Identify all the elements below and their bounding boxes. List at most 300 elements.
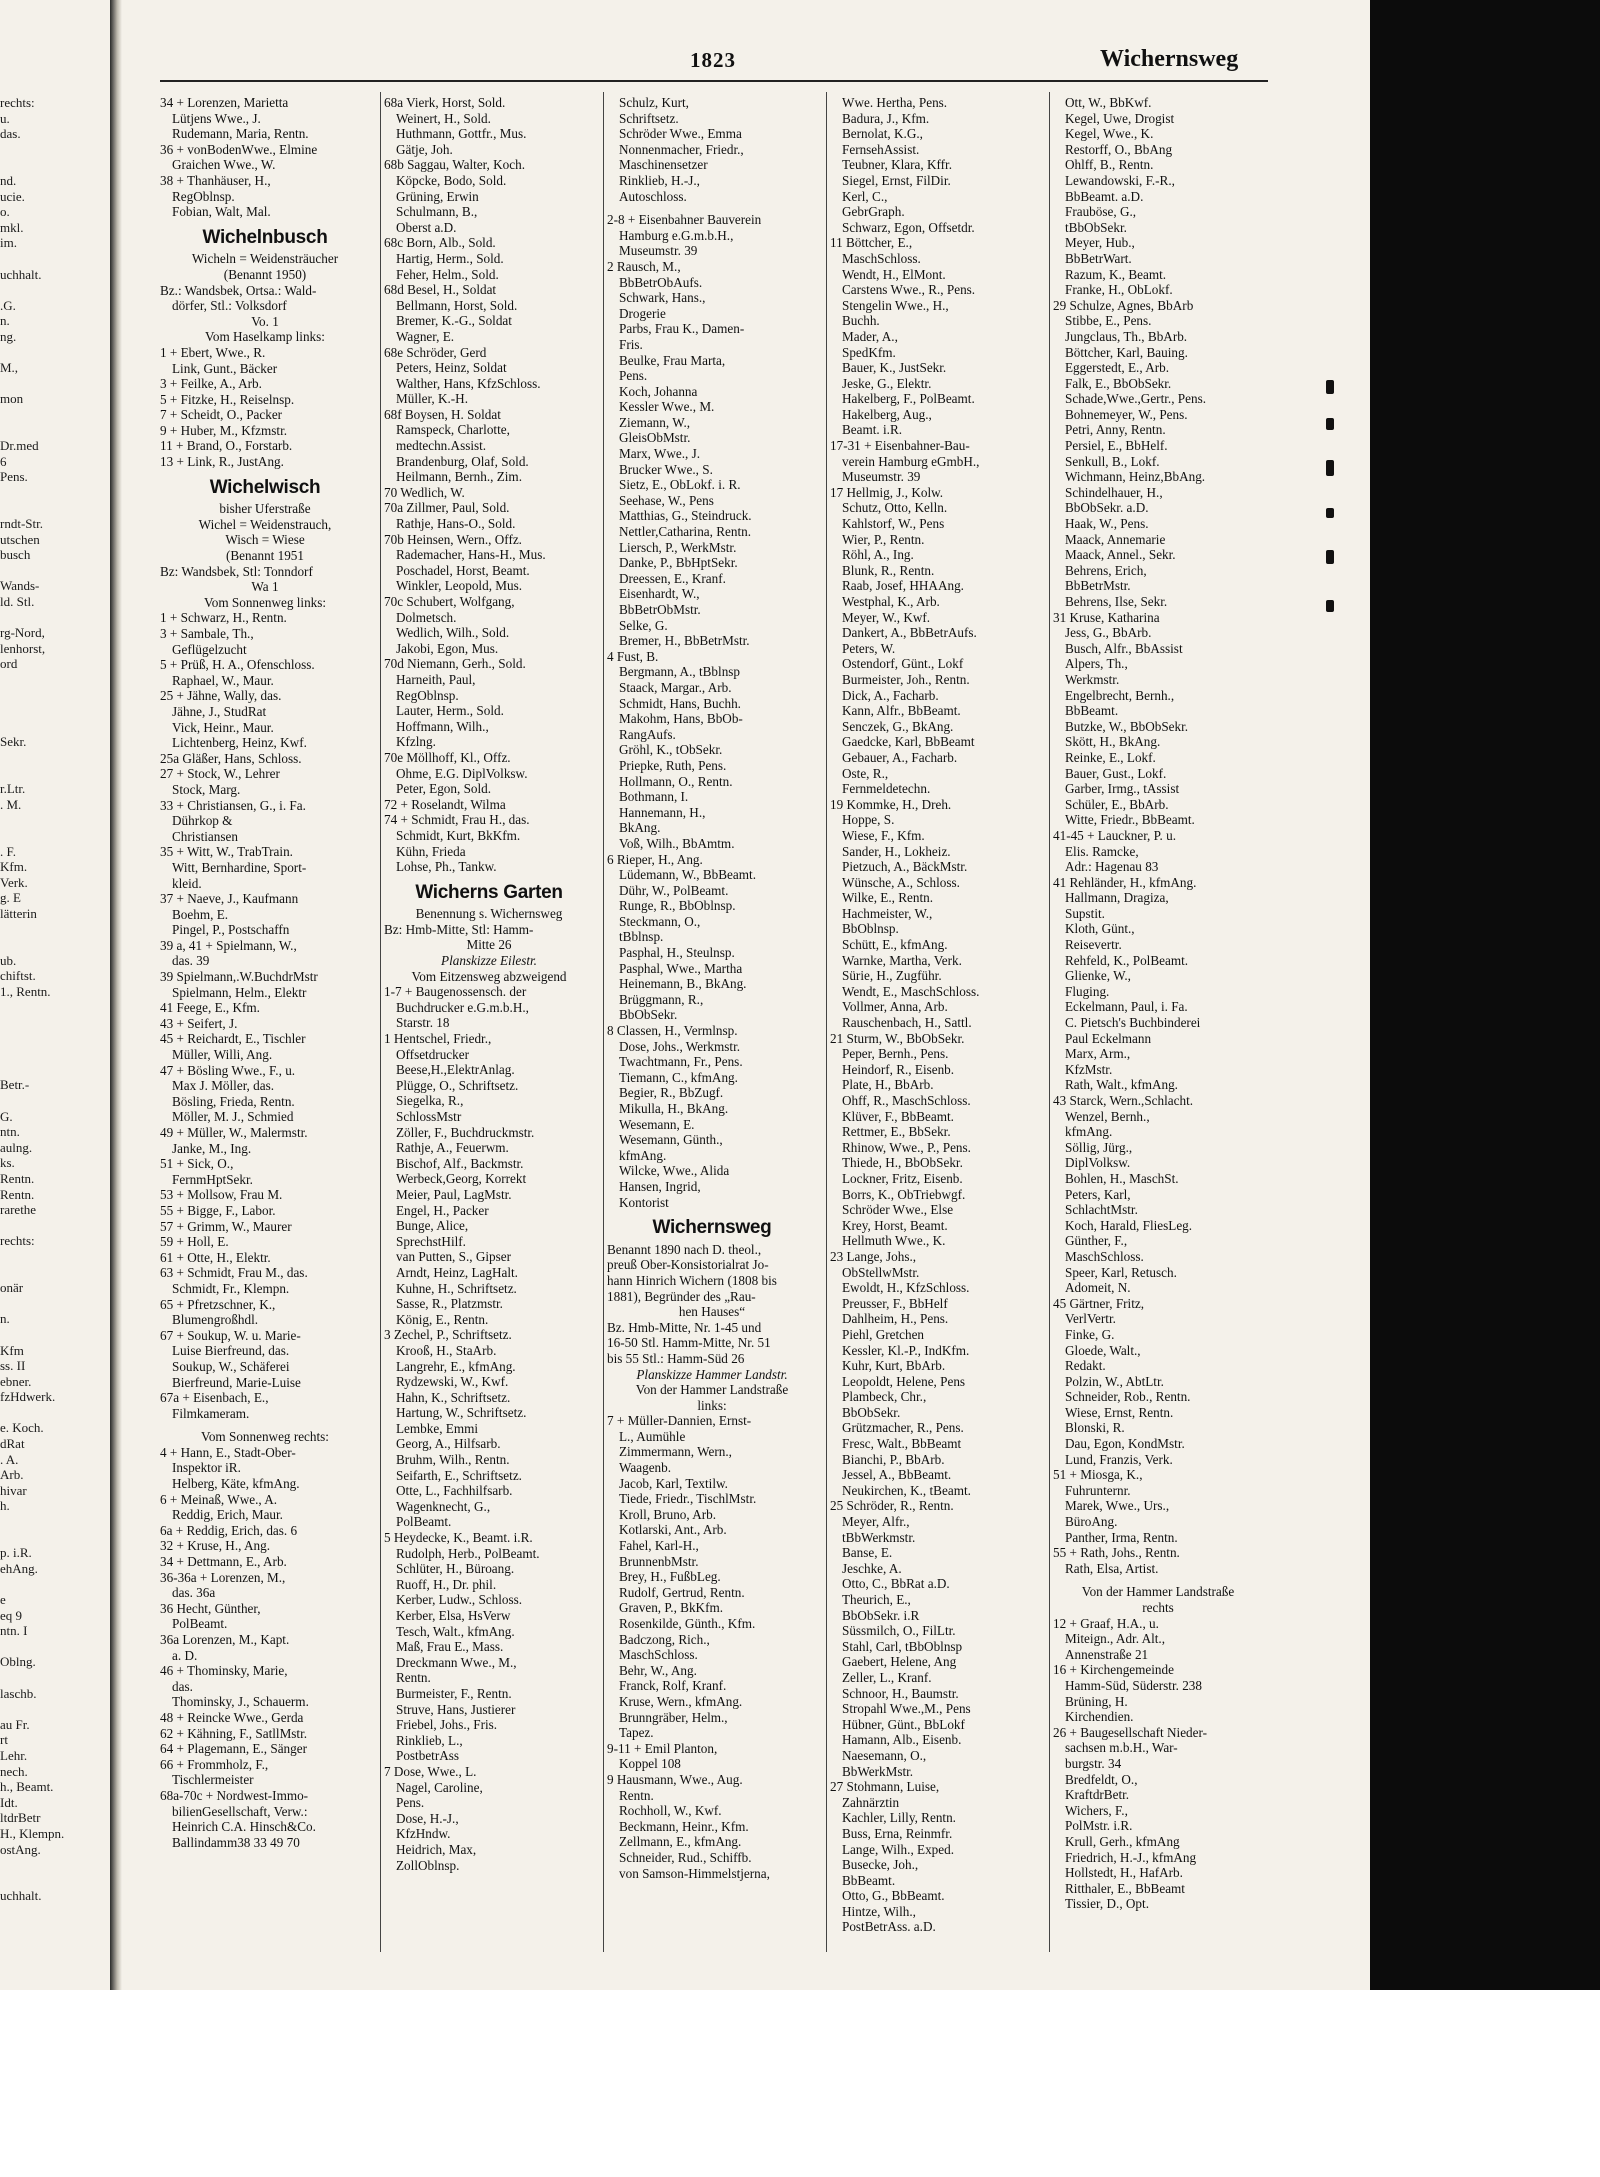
directory-entry: 39 Spielmann,.W.BuchdrMstr — [160, 969, 318, 985]
directory-entry: 1-7 + Baugenossensch. der — [384, 984, 527, 1000]
directory-entry: Museumstr. 39 — [619, 243, 698, 259]
directory-entry: Krull, Gerh., kfmAng — [1065, 1833, 1180, 1849]
directory-entry: Rosenkilde, Günth., Kfm. — [619, 1616, 756, 1631]
directory-entry: Benannt 1890 nach D. theol., — [607, 1241, 762, 1257]
directory-entry: BbBetrObMstr. — [619, 602, 701, 617]
directory-entry: Kerl, C., — [842, 188, 888, 204]
fragment-line: G. — [0, 1108, 13, 1124]
directory-entry: 25 Schröder, R., Rentn. — [830, 1498, 954, 1514]
directory-entry: 36a Lorenzen, M., Kapt. — [160, 1632, 290, 1647]
directory-entry: Hachmeister, W., — [842, 905, 933, 921]
directory-entry: kleid. — [172, 875, 202, 891]
directory-entry: das. — [172, 1678, 193, 1694]
directory-entry: Razum, K., Beamt. — [1065, 266, 1167, 282]
column-divider — [826, 92, 827, 1952]
directory-entry: sachsen m.b.H., War- — [1065, 1740, 1178, 1756]
scan-border — [1370, 0, 1600, 1990]
directory-entry: Alpers, Th., — [1065, 656, 1128, 672]
directory-entry: Adr.: Hagenau 83 — [1065, 859, 1159, 875]
directory-entry: Lewandowski, F.-R., — [1065, 172, 1175, 188]
map-reference: Planskizze Hammer Landstr. — [636, 1366, 788, 1382]
fragment-line: ss. II — [0, 1358, 26, 1374]
directory-entry: Oste, R., — [842, 765, 889, 781]
directory-entry: 66 + Frommholz, F., — [160, 1756, 269, 1772]
directory-entry: Buchdrucker e.G.m.b.H., — [396, 999, 529, 1015]
directory-entry: Reinke, E., Lokf. — [1065, 749, 1156, 765]
directory-entry: Selke, G. — [619, 617, 668, 633]
directory-entry: Ohff, R., MaschSchloss. — [842, 1093, 971, 1108]
street-note: Vo. 1 — [251, 313, 279, 329]
directory-entry: Walther, Hans, KfzSchloss. — [396, 375, 541, 391]
directory-entry: Glienke, W., — [1065, 968, 1131, 984]
directory-entry: Borrs, K., ObTriebwgf. — [842, 1186, 966, 1202]
fragment-line — [0, 500, 108, 516]
directory-entry: 5 Heydecke, K., Beamt. i.R. — [384, 1530, 533, 1546]
directory-entry: DiplVolksw. — [1065, 1155, 1131, 1171]
directory-entry: Bauer, K., JustSekr. — [842, 360, 947, 376]
directory-entry: Wendt, E., MaschSchloss. — [842, 983, 980, 999]
directory-entry: Dühr, W., PolBeamt. — [619, 882, 729, 898]
directory-entry: Dreessen, E., Kranf. — [619, 570, 726, 586]
directory-entry: Pasphal, Wwe., Martha — [619, 960, 743, 976]
directory-entry: BbObSekr. — [619, 1007, 678, 1023]
directory-entry: Wenzel, Bernh., — [1065, 1108, 1150, 1124]
directory-entry: Behr, W., Ang. — [619, 1662, 697, 1678]
directory-entry: Werkmstr. — [1065, 671, 1120, 687]
directory-entry: BbOblnsp. — [842, 921, 899, 937]
directory-entry: Jeschke, A. — [842, 1560, 902, 1576]
directory-entry: Senczek, G., BkAng. — [842, 718, 954, 734]
directory-entry: Peper, Bernh., Pens. — [842, 1046, 949, 1062]
fragment-line: Idt. — [0, 1794, 18, 1810]
directory-entry: Gloede, Walt., — [1065, 1342, 1141, 1358]
directory-entry: 68f Boysen, H. Soldat — [384, 406, 501, 422]
directory-entry: Meyer, Hub., — [1065, 235, 1135, 251]
directory-entry: Kuhne, H., Schriftsetz. — [396, 1280, 517, 1296]
directory-entry: Brüning, H. — [1065, 1693, 1128, 1709]
directory-entry: Plügge, O., Schriftsetz. — [396, 1077, 519, 1093]
directory-entry: Badura, J., Kfm. — [842, 110, 930, 126]
directory-entry: Runge, R., BbOblnsp. — [619, 898, 736, 914]
scan-margin — [0, 1990, 1600, 2177]
fragment-line: rg-Nord, — [0, 625, 45, 641]
directory-entry: 6a + Reddig, Erich, das. 6 — [160, 1522, 298, 1538]
fragment-line — [0, 1639, 108, 1655]
directory-entry: 9-11 + Emil Planton, — [607, 1740, 718, 1756]
column-4 — [830, 95, 1040, 1980]
directory-entry: Christiansen — [172, 828, 238, 844]
directory-entry: Hakelberg, F., PolBeamt. — [842, 391, 975, 407]
directory-entry: 1881), Begründer des „Rau- — [607, 1288, 756, 1304]
directory-entry: Warnke, Martha, Verk. — [842, 952, 962, 968]
directory-entry: Link, Gunt., Bäcker — [172, 360, 278, 376]
directory-entry: Sürie, H., Zugführ. — [842, 968, 942, 984]
directory-entry: Rentn. — [619, 1787, 654, 1803]
directory-entry: Engelbrecht, Bernh., — [1065, 687, 1175, 703]
ink-mark — [1326, 418, 1334, 430]
fragment-line — [0, 1670, 108, 1686]
directory-entry: 17-31 + Eisenbahner-Bau- — [830, 438, 970, 454]
fragment-line: h., Beamt. — [0, 1779, 54, 1795]
fragment-line: rechts: — [0, 95, 35, 110]
directory-entry: 41 Feege, E., Kfm. — [160, 1000, 260, 1016]
directory-entry: Eisenhardt, W., — [619, 586, 700, 602]
directory-entry: Blunk, R., Rentn. — [842, 562, 935, 578]
fragment-line: busch — [0, 547, 31, 563]
fragment-line: hivar — [0, 1482, 27, 1498]
directory-entry: Naesemann, O., — [842, 1747, 927, 1763]
directory-entry: Supstit. — [1065, 905, 1105, 921]
directory-entry: 55 + Rath, Johs., Rentn. — [1053, 1545, 1180, 1561]
street-note: links: — [697, 1397, 727, 1413]
directory-entry: Twachtmann, Fr., Pens. — [619, 1054, 743, 1070]
directory-entry: Kann, Alfr., BbBeamt. — [842, 703, 961, 719]
directory-entry: Zimmermann, Wern., — [619, 1444, 732, 1460]
directory-entry: hann Hinrich Wichern (1808 bis — [607, 1272, 777, 1288]
directory-entry: Bz.: Wandsbek, Ortsa.: Wald- — [160, 282, 317, 298]
directory-entry: Kfzlng. — [396, 734, 436, 750]
directory-entry: Heinrich C.A. Hinsch&Co. — [172, 1819, 316, 1835]
fragment-line: Lehr. — [0, 1747, 28, 1763]
street-note: Wicheln = Weidensträucher — [191, 251, 339, 267]
directory-entry: Koch, Harald, FliesLeg. — [1065, 1217, 1193, 1233]
directory-entry: tBbWerkmstr. — [842, 1529, 916, 1545]
directory-entry: Bierfreund, Marie-Luise — [172, 1374, 301, 1390]
directory-entry: 39 a, 41 + Spielmann, W., — [160, 937, 297, 953]
directory-entry: König, E., Rentn. — [396, 1311, 489, 1327]
directory-entry: Bianchi, P., BbArb. — [842, 1451, 945, 1467]
fragment-line: ntn. I — [0, 1623, 28, 1639]
directory-entry: FernmHptSekr. — [172, 1171, 253, 1187]
directory-entry: Schnoor, H., Baumstr. — [842, 1685, 959, 1701]
directory-entry: Stock, Marg. — [172, 781, 241, 797]
directory-entry: Rademacher, Hans-H., Mus. — [396, 547, 546, 563]
fragment-line: e. Koch. — [0, 1420, 44, 1436]
directory-entry: Bremer, H., BbBetrMstr. — [619, 633, 750, 649]
directory-entry: MaschSchloss. — [619, 1647, 698, 1663]
fragment-line: ord — [0, 656, 18, 672]
fragment-line: rt — [0, 1732, 8, 1748]
directory-entry: Vollmer, Anna, Arb. — [842, 999, 948, 1015]
directory-entry: Beese,H.,ElektrAnlag. — [396, 1062, 515, 1078]
directory-entry: Fuhrunternr. — [1065, 1482, 1131, 1498]
fragment-line: Dr.med — [0, 438, 39, 454]
directory-entry: Wiese, F., Kfm. — [842, 827, 925, 843]
street-note: Benennung s. Wichernsweg — [415, 906, 563, 922]
directory-entry: Neukirchen, K., tBeamt. — [842, 1482, 971, 1498]
fragment-line: im. — [0, 235, 17, 251]
directory-entry: Bergmann, A., tBblnsp — [619, 664, 741, 680]
fragment-line: g. E — [0, 890, 21, 906]
directory-entry: Finke, G. — [1065, 1326, 1115, 1342]
directory-entry: 70d Niemann, Gerh., Sold. — [384, 656, 526, 672]
directory-entry: Hamm-Süd, Süderstr. 238 — [1065, 1677, 1202, 1693]
directory-entry: Struve, Hans, Justierer — [396, 1701, 516, 1717]
directory-entry: Wagner, E. — [396, 328, 455, 344]
fragment-line — [0, 999, 108, 1015]
directory-entry: VerlVertr. — [1065, 1311, 1116, 1327]
directory-entry: BbBeamt. — [842, 1872, 896, 1888]
directory-entry: Reisevertr. — [1065, 937, 1122, 953]
directory-entry: Köpcke, Bodo, Sold. — [396, 172, 507, 188]
directory-entry: 51 + Miosga, K., — [1053, 1467, 1143, 1483]
directory-entry: Hannemann, H., — [619, 804, 706, 820]
directory-entry: Siegel, Ernst, FilDir. — [842, 172, 951, 188]
directory-entry: Fluging. — [1065, 983, 1110, 999]
directory-entry: Gaedcke, Karl, BbBeamt — [842, 734, 975, 750]
fragment-line: n. — [0, 1311, 10, 1327]
directory-entry: 68a-70c + Nordwest-Immo- — [160, 1787, 309, 1803]
directory-entry: Koch, Johanna — [619, 383, 698, 399]
directory-entry: Franke, H., ObLokf. — [1065, 282, 1173, 298]
directory-entry: BrunnenbMstr. — [619, 1553, 699, 1569]
directory-entry: Plambeck, Chr., — [842, 1389, 927, 1405]
directory-entry: Rettmer, E., BbSekr. — [842, 1124, 951, 1140]
directory-entry: Stibbe, E., Pens. — [1065, 313, 1152, 329]
directory-entry: Hallmann, Dragiza, — [1065, 890, 1169, 906]
directory-entry: Siegelka, R., — [396, 1093, 464, 1109]
directory-entry: Behrens, Ilse, Sekr. — [1065, 594, 1168, 609]
directory-entry: Theurich, E., — [842, 1592, 911, 1607]
fragment-line: ntn. — [0, 1124, 20, 1140]
directory-entry: Wiese, Ernst, Rentn. — [1065, 1404, 1174, 1420]
directory-entry: Rathje, A., Feuerwm. — [396, 1140, 509, 1156]
ink-mark — [1326, 600, 1334, 612]
directory-entry: 5 + Fitzke, H., Reiselnsp. — [160, 391, 295, 407]
directory-entry: Mader, A., — [842, 328, 898, 344]
header-rule — [160, 80, 1268, 82]
directory-entry: 11 + Brand, O., Forstarb. — [160, 438, 293, 454]
directory-entry: Otto, C., BbRat a.D. — [842, 1576, 950, 1592]
directory-entry: Tiede, Friedr., TischlMstr. — [619, 1491, 757, 1507]
directory-entry: 25a Gläßer, Hans, Schloss. — [160, 750, 302, 766]
directory-entry: Schwark, Hans., — [619, 290, 706, 306]
directory-entry: Hintze, Wilh., — [842, 1903, 916, 1919]
directory-entry: Müller, K.-H. — [396, 391, 468, 407]
directory-entry: bilienGesellschaft, Verw.: — [172, 1803, 308, 1819]
directory-entry: Schmidt, Kurt, BkKfm. — [396, 827, 521, 843]
directory-entry: Rydzewski, W., Kwf. — [396, 1374, 509, 1390]
directory-entry: 16 + Kirchengemeinde — [1053, 1662, 1174, 1678]
directory-entry: SprechstHilf. — [396, 1233, 466, 1249]
directory-entry: Wier, P., Rentn. — [842, 531, 925, 547]
directory-entry: Bz: Wandsbek, Stl: Tonndorf — [160, 563, 313, 579]
directory-entry: Harneith, Paul, — [396, 671, 476, 687]
fragment-line: dRat — [0, 1436, 25, 1452]
fragment-line — [0, 1093, 108, 1109]
directory-entry: Jacob, Karl, Textilw. — [619, 1475, 728, 1491]
directory-entry: Ostendorf, Günt., Lokf — [842, 656, 964, 672]
directory-entry: Reddig, Erich, Maur. — [172, 1507, 283, 1523]
directory-entry: Preusser, F., BbHelf — [842, 1295, 948, 1311]
directory-entry: 23 Lange, Johs., — [830, 1248, 917, 1264]
directory-entry: ObStellwMstr. — [842, 1264, 920, 1280]
directory-entry: Müller, Willi, Ang. — [172, 1047, 273, 1063]
directory-entry: 27 Stohmann, Luise, — [830, 1779, 940, 1795]
directory-entry: 67 + Soukup, W. u. Marie- — [160, 1327, 301, 1343]
column-2 — [384, 95, 594, 1980]
directory-entry: Geflügelzucht — [172, 641, 247, 657]
directory-entry: Rhinow, Wwe., P., Pens. — [842, 1139, 971, 1155]
directory-entry: Hamann, Alb., Eisenb. — [842, 1732, 962, 1748]
directory-entry: RegOblnsp. — [396, 687, 459, 703]
directory-entry: Schröder Wwe., Emma — [619, 126, 742, 142]
directory-entry: burgstr. 34 — [1065, 1755, 1122, 1771]
directory-entry: GebrGraph. — [842, 204, 905, 220]
fragment-line: Kfm. — [0, 859, 28, 875]
directory-entry: Huthmann, Gottfr., Mus. — [396, 126, 527, 142]
fragment-line — [0, 142, 108, 158]
fragment-line — [0, 610, 108, 626]
directory-entry: 70a Zillmer, Paul, Sold. — [384, 500, 510, 516]
directory-entry: 25 + Jähne, Wally, das. — [160, 688, 282, 704]
directory-entry: 6 Rieper, H., Ang. — [607, 851, 703, 867]
directory-entry: Boehm, E. — [172, 906, 229, 922]
fragment-line: chiftst. — [0, 968, 36, 984]
directory-entry: Dose, H.-J., — [396, 1810, 459, 1826]
directory-entry: Söllig, Jürg., — [1065, 1139, 1133, 1155]
directory-entry: Schröder Wwe., Else — [842, 1202, 954, 1218]
ink-mark — [1326, 550, 1334, 564]
street-note: Wisch = Wiese — [225, 532, 305, 548]
fragment-line — [0, 703, 108, 719]
street-note: hen Hauses“ — [678, 1304, 746, 1320]
directory-entry: Schwarz, Egon, Offsetdr. — [842, 219, 975, 235]
directory-entry: 33 + Christiansen, G., i. Fa. — [160, 797, 306, 813]
directory-entry: Schulmann, B., — [396, 204, 478, 220]
fragment-line — [0, 921, 108, 937]
directory-entry: Süssmilch, O., FilLtr. — [842, 1623, 956, 1639]
spacer — [607, 204, 817, 212]
directory-entry: Ohme, E.G. DiplVolksw. — [396, 765, 528, 781]
fragment-line: . F. — [0, 843, 16, 859]
directory-entry: Graven, P., BkKfm. — [619, 1600, 724, 1616]
directory-entry: Drogerie — [619, 305, 666, 321]
directory-entry: Adomeit, N. — [1065, 1280, 1131, 1296]
directory-entry: Schüler, E., BbArb. — [1065, 796, 1169, 812]
fragment-line: H., Klempn. — [0, 1825, 65, 1841]
fragment-line: uchhalt. — [0, 266, 42, 282]
margin-marks — [1322, 380, 1340, 640]
directory-entry: Bischof, Alf., Backmstr. — [396, 1155, 524, 1171]
directory-entry: 63 + Schmidt, Frau M., das. — [160, 1265, 308, 1281]
column-1 — [160, 95, 370, 1980]
fragment-line — [0, 563, 108, 579]
directory-entry: Rehfeld, K., PolBeamt. — [1065, 952, 1189, 968]
fragment-line: onär — [0, 1280, 24, 1296]
fragment-line — [0, 937, 108, 953]
directory-entry: Jungclaus, Th., BbArb. — [1065, 328, 1188, 344]
directory-entry: Haak, W., Pens. — [1065, 516, 1149, 532]
directory-entry: Heilmann, Bernh., Zim. — [396, 469, 522, 485]
fragment-line: n. — [0, 313, 10, 329]
directory-entry: Grützmacher, R., Pens. — [842, 1420, 964, 1436]
fragment-line: 1., Rentn. — [0, 983, 51, 999]
directory-entry: Kotlarski, Ant., Arb. — [619, 1522, 727, 1538]
directory-entry: Wilke, E., Rentn. — [842, 890, 934, 906]
directory-entry: 6 + Meinaß, Wwe., A. — [160, 1491, 278, 1507]
directory-entry: Schulz, Kurt, — [619, 95, 689, 110]
directory-entry: BbBetrMstr. — [1065, 578, 1131, 594]
directory-entry: Dankert, A., BbBetrAufs. — [842, 625, 977, 641]
directory-entry: Röhl, A., Ing. — [842, 547, 914, 563]
fragment-line: laschb. — [0, 1685, 37, 1701]
fragment-line — [0, 1530, 108, 1546]
street-note: Wichel = Weidenstrauch, — [198, 516, 332, 532]
street-heading: Wichernsweg — [652, 1217, 772, 1239]
ink-mark — [1326, 380, 1334, 394]
directory-entry: tBblnsp. — [619, 929, 664, 945]
directory-entry: Bösling, Frieda, Rentn. — [172, 1093, 295, 1109]
directory-entry: Wwe. Hertha, Pens. — [842, 95, 948, 110]
fragment-line — [0, 157, 108, 173]
fragment-line — [0, 1062, 108, 1078]
directory-entry: Brunngräber, Helm., — [619, 1709, 728, 1725]
directory-entry: Marx, Wwe., J. — [619, 446, 701, 462]
column-5 — [1053, 95, 1263, 1980]
street-heading: Wichelwisch — [209, 476, 321, 498]
directory-entry: Schmidt, Hans, Buchh. — [619, 695, 741, 711]
fragment-line — [0, 766, 108, 782]
column-divider — [1049, 92, 1050, 1952]
directory-entry: Arndt, Heinz, LagHalt. — [396, 1264, 518, 1280]
fragment-line: mkl. — [0, 219, 24, 235]
fragment-line — [0, 812, 108, 828]
street-note: Vom Eitzensweg abzweigend — [411, 968, 567, 984]
fragment-line — [0, 1015, 108, 1031]
directory-entry: BbBetrObAufs. — [619, 274, 703, 290]
directory-entry: 26 + Baugesellschaft Nieder- — [1053, 1724, 1208, 1740]
fragment-line: r.Ltr. — [0, 781, 26, 797]
directory-entry: Bruhm, Wilh., Rentn. — [396, 1452, 510, 1468]
directory-entry: Brucker Wwe., S. — [619, 461, 713, 477]
directory-entry: Seifarth, E., Schriftsetz. — [396, 1467, 522, 1483]
directory-entry: Lütjens Wwe., J. — [172, 110, 261, 126]
directory-entry: Marx, Arm., — [1065, 1046, 1131, 1062]
fragment-line: e — [0, 1592, 6, 1607]
directory-entry: Ewoldt, H., KfzSchloss. — [842, 1280, 970, 1296]
fragment-line — [0, 688, 108, 704]
directory-entry: Luise Bierfreund, das. — [172, 1343, 290, 1359]
fragment-line — [0, 1576, 108, 1592]
directory-entry: Garber, Irmg., tAssist — [1065, 781, 1180, 797]
directory-entry: 9 Hausmann, Wwe., Aug. — [607, 1771, 743, 1787]
directory-entry: Busch, Alfr., BbAssist — [1065, 640, 1183, 656]
directory-entry: Behrens, Erich, — [1065, 562, 1147, 578]
fragment-line — [0, 422, 108, 438]
directory-entry: Badczong, Rich., — [619, 1631, 710, 1647]
directory-entry: Maack, Annemarie — [1065, 531, 1166, 547]
fragment-line — [0, 1218, 108, 1234]
directory-entry: Waagenb. — [619, 1460, 672, 1476]
directory-entry: Blumengroßhdl. — [172, 1312, 259, 1328]
fragment-line: Arb. — [0, 1467, 24, 1483]
directory-entry: Wesemann, E. — [619, 1116, 695, 1132]
directory-entry: Schneider, Rud., Schiffb. — [619, 1849, 752, 1865]
fragment-line — [0, 1249, 108, 1265]
directory-entry: Hamburg e.G.m.b.H., — [619, 227, 734, 243]
fragment-line: Sekr. — [0, 734, 27, 750]
book-gutter — [110, 0, 122, 1990]
directory-entry: Hakelberg, Aug., — [842, 406, 932, 422]
directory-entry: 41-45 + Lauckner, P. u. — [1053, 827, 1177, 843]
page-number: 1823 — [690, 48, 736, 72]
directory-entry: Gaebert, Helene, Ang — [842, 1654, 957, 1670]
directory-entry: 53 + Mollsow, Frau M. — [160, 1187, 283, 1203]
directory-entry: Peters, W. — [842, 640, 896, 656]
directory-entry: Günther, F., — [1065, 1233, 1128, 1249]
directory-entry: 34 + Lorenzen, Marietta — [160, 95, 289, 110]
